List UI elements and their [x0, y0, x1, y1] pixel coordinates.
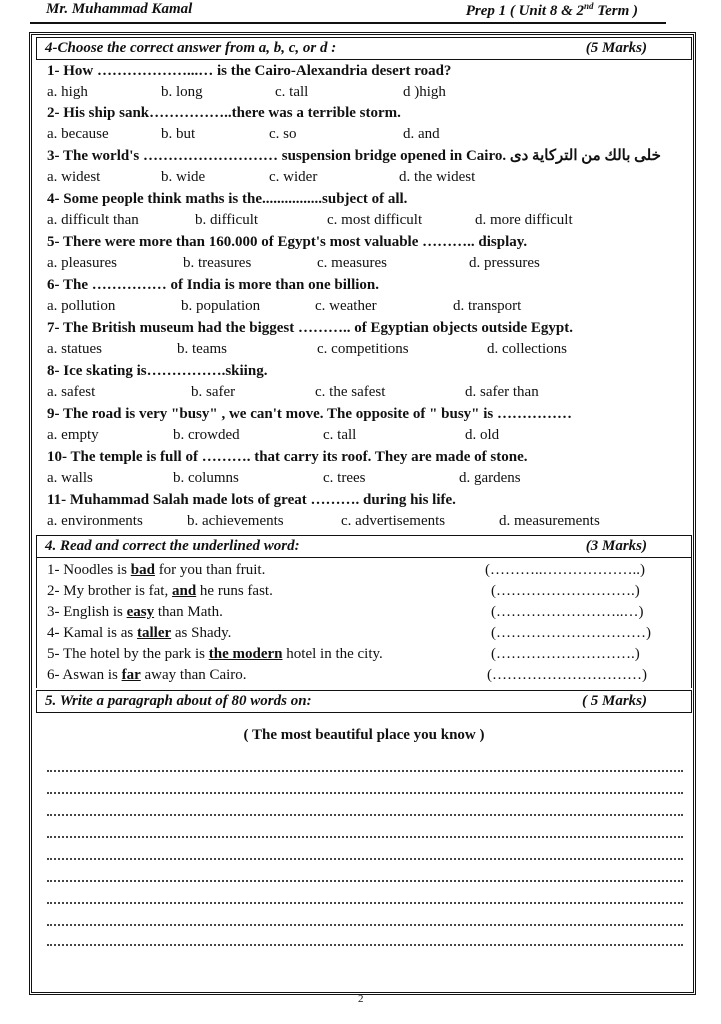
writing-line[interactable]: [47, 944, 683, 947]
option: d. collections: [487, 341, 567, 357]
section-title: 4-Choose the correct answer from a, b, c, or d :: [45, 40, 337, 56]
option: c. the safest: [315, 384, 386, 400]
option: a. statues: [47, 341, 102, 357]
question: 3- The world's ……………………… suspension bridge opened in Cairo. خلى بالك من التركاية دى: [47, 148, 661, 164]
options-row: [47, 382, 687, 403]
correction-item: 2- My brother is fat, and he runs fast. (……………………….): [47, 581, 687, 602]
option: c. competitions: [317, 341, 409, 357]
option: d. measurements: [499, 513, 600, 529]
option: b. teams: [177, 341, 227, 357]
options-row: [47, 82, 687, 103]
options-row: [47, 339, 687, 360]
section-paragraph-header: [36, 690, 692, 713]
question: 8- Ice skating is…………….skiing.: [47, 363, 268, 379]
option: d. gardens: [459, 470, 521, 486]
options-row: [47, 511, 687, 532]
section-marks: ( 5 Marks): [581, 693, 647, 709]
correction-item: 5- The hotel by the park is the modern hotel in the city. (……………………….): [47, 644, 687, 665]
option: c. tall: [323, 427, 357, 443]
option: b. population: [181, 298, 261, 314]
option: c. wider: [269, 169, 318, 185]
option: a. safest: [47, 384, 96, 400]
option: a. environments: [47, 513, 143, 529]
option: c. so: [269, 126, 297, 142]
option: c. measures: [317, 255, 387, 271]
question: 4- Some people think maths is the................subject of all.: [47, 191, 408, 207]
course-info: Prep 1 ( Unit 8 & 2nd Term ): [465, 1, 638, 19]
option: a. difficult than: [47, 212, 139, 228]
options-row: [47, 210, 687, 231]
writing-line[interactable]: [47, 814, 683, 817]
question: 11- Muhammad Salah made lots of great ………. during his life.: [47, 492, 456, 508]
options-row: [47, 296, 687, 317]
option: b. wide: [161, 169, 206, 185]
writing-line[interactable]: [47, 858, 683, 861]
paragraph-topic: ( The most beautiful place you know ): [243, 727, 485, 743]
option: d. pressures: [469, 255, 540, 271]
option: d. safer than: [465, 384, 539, 400]
answer-blank[interactable]: (………..………………..): [485, 562, 645, 578]
answer-blank[interactable]: (…………………………): [491, 625, 651, 641]
option: a. widest: [47, 169, 101, 185]
section-correct-header: [36, 535, 692, 558]
option: d. and: [403, 126, 440, 142]
options-row: [47, 124, 687, 145]
question: 5- There were more than 160.000 of Egypt's most valuable ……….. display.: [47, 234, 528, 250]
option: d. transport: [453, 298, 522, 314]
option: b. but: [161, 126, 196, 142]
answer-blank[interactable]: (……………………..…): [491, 604, 644, 620]
correction-item: 4- Kamal is as taller as Shady. (…………………………): [47, 623, 687, 644]
option: d. old: [465, 427, 500, 443]
teacher-name: Mr. Muhammad Kamal: [46, 1, 193, 17]
option: a. because: [47, 126, 109, 142]
writing-line[interactable]: [47, 880, 683, 883]
option: c. most difficult: [327, 212, 423, 228]
section-marks: (5 Marks): [585, 40, 647, 56]
option: d )high: [403, 84, 446, 100]
option: a. pleasures: [47, 255, 117, 271]
options-row: [47, 425, 687, 446]
option: b. safer: [191, 384, 236, 400]
option: b. crowded: [173, 427, 240, 443]
section-choose-header: [36, 37, 692, 60]
option: b. treasures: [183, 255, 252, 271]
option: c. advertisements: [341, 513, 446, 529]
writing-line[interactable]: [47, 770, 683, 773]
correct-section: [36, 558, 692, 688]
question: 9- The road is very "busy" , we can't move. The opposite of " busy" is ……………: [47, 406, 573, 422]
options-row: [47, 253, 687, 274]
option: c. weather: [315, 298, 377, 314]
writing-line[interactable]: [47, 836, 683, 839]
question: 10- The temple is full of ………. that carry its roof. They are made of stone.: [47, 449, 528, 465]
option: a. empty: [47, 427, 99, 443]
option: b. difficult: [195, 212, 259, 228]
option: a. walls: [47, 470, 93, 486]
writing-line[interactable]: [47, 792, 683, 795]
section-marks: (3 Marks): [585, 538, 647, 554]
answer-blank[interactable]: (…………………………): [487, 667, 647, 683]
option: b. columns: [173, 470, 239, 486]
option: d. more difficult: [475, 212, 573, 228]
question: 1- How ………………...… is the Cairo-Alexandria desert road?: [47, 63, 452, 79]
option: d. the widest: [399, 169, 476, 185]
section-title: 5. Write a paragraph about of 80 words on:: [45, 693, 312, 709]
option: c. trees: [323, 470, 366, 486]
question: 7- The British museum had the biggest ……….. of Egyptian objects outside Egypt.: [47, 320, 574, 336]
correction-item: 3- English is easy than Math. (……………………..…): [47, 602, 687, 623]
question: 2- His ship sank……………..there was a terrible storm.: [47, 105, 401, 121]
option: c. tall: [275, 84, 309, 100]
option: a. pollution: [47, 298, 116, 314]
writing-line[interactable]: [47, 924, 683, 927]
question: 6- The …………… of India is more than one billion.: [47, 277, 379, 293]
section-title: 4. Read and correct the underlined word:: [45, 538, 300, 554]
writing-line[interactable]: [47, 902, 683, 905]
correction-item: 6- Aswan is far away than Cairo. (…………………………): [47, 665, 687, 686]
option: b. long: [161, 84, 203, 100]
page-header: [30, 0, 666, 24]
option: a. high: [47, 84, 88, 100]
correction-item: 1- Noodles is bad for you than fruit. (………..………………..): [47, 560, 687, 581]
answer-blank[interactable]: (……………………….): [491, 646, 640, 662]
options-row: [47, 468, 687, 489]
option: b. achievements: [187, 513, 284, 529]
options-row: [47, 167, 687, 188]
answer-blank[interactable]: (……………………….): [491, 583, 640, 599]
page-number: 2: [358, 993, 364, 1005]
